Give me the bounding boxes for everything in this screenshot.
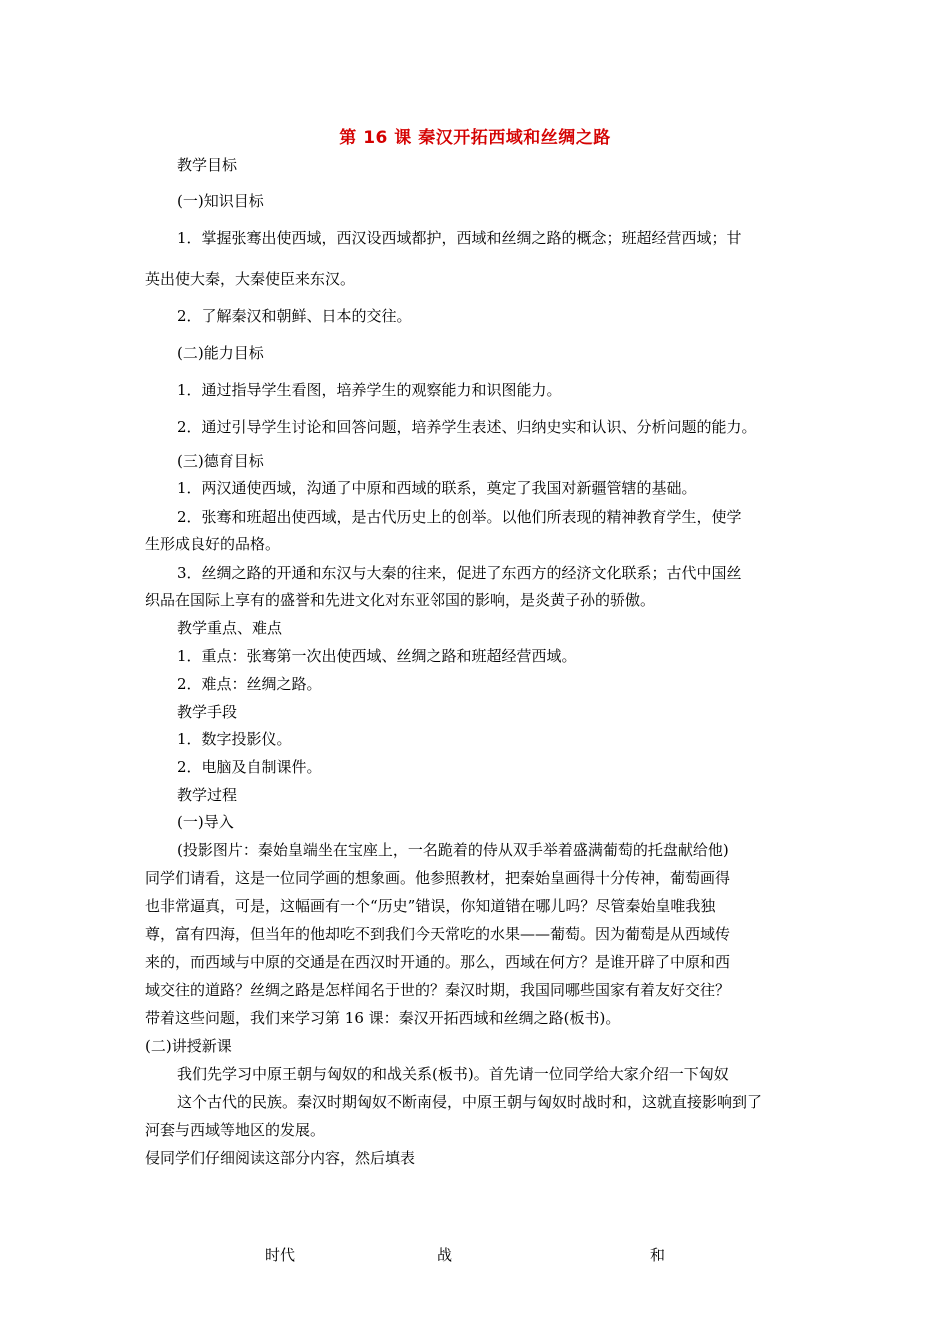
- table-header-era: 时代: [265, 1246, 296, 1264]
- text-line: 织品在国际上享有的盛誉和先进文化对东亚邻国的影响，是炎黄子孙的骄傲。: [145, 591, 656, 609]
- text-line: 这个古代的民族。秦汉时期匈奴不断南侵，中原王朝与匈奴时战时和，这就直接影响到了: [177, 1093, 763, 1111]
- text-line: 1．重点：张骞第一次出使西域、丝绸之路和班超经营西域。: [177, 647, 577, 665]
- table-header-peace: 和: [650, 1246, 666, 1264]
- text-line: 尊，富有四海，但当年的他却吃不到我们今天常吃的水果——葡萄。因为葡萄是从西域传: [145, 925, 731, 943]
- text-line: (投影图片：秦始皇端坐在宝座上，一名跪着的侍从双手举着盛满葡萄的托盘献给他): [177, 841, 729, 859]
- text-line: 来的，而西域与中原的交通是在西汉时开通的。那么，西域在何方？是谁开辟了中原和西: [145, 953, 731, 971]
- text-line: 1．掌握张骞出使西域，西汉设西域都护，西域和丝绸之路的概念；班超经营西域；甘: [177, 229, 742, 247]
- text-line: 1．通过指导学生看图，培养学生的观察能力和识图能力。: [177, 381, 562, 399]
- text-line: (二)讲授新课: [145, 1037, 232, 1055]
- text-line: 我们先学习中原王朝与匈奴的和战关系(板书)。首先请一位同学给大家介绍一下匈奴: [177, 1065, 729, 1083]
- text-line: 2．了解秦汉和朝鲜、日本的交往。: [177, 307, 412, 325]
- text-line: 教学手段: [177, 703, 238, 721]
- text-line: (一)导入: [177, 813, 234, 831]
- text-line: 教学目标: [177, 156, 238, 174]
- text-line: 生形成良好的品格。: [145, 535, 281, 553]
- text-line: (一)知识目标: [177, 192, 264, 210]
- text-line: 2．张骞和班超出使西域，是古代历史上的创举。以他们所表现的精神教育学生，使学: [177, 508, 742, 526]
- text-line: 河套与西域等地区的发展。: [145, 1121, 326, 1139]
- text-line: 2．电脑及自制课件。: [177, 758, 322, 776]
- text-line: 同学们请看，这是一位同学画的想象画。他参照教材，把秦始皇画得十分传神，葡萄画得: [145, 869, 731, 887]
- text-line: 侵同学们仔细阅读这部分内容，然后填表: [145, 1149, 416, 1167]
- lesson-title: 第 16 课 秦汉开拓西域和丝绸之路: [339, 128, 611, 148]
- text-line: 也非常逼真，可是，这幅画有一个“历史”错误，你知道错在哪儿吗？尽管秦始皇唯我独: [145, 897, 716, 915]
- text-line: 教学重点、难点: [177, 619, 283, 637]
- text-line: 带着这些问题，我们来学习第 16 课：秦汉开拓西域和丝绸之路(板书)。: [145, 1009, 621, 1027]
- text-line: 英出使大秦，大秦使臣来东汉。: [145, 270, 356, 288]
- text-line: 2．难点：丝绸之路。: [177, 675, 322, 693]
- text-line: 3．丝绸之路的开通和东汉与大秦的往来，促进了东西方的经济文化联系；古代中国丝: [177, 564, 742, 582]
- text-line: 教学过程: [177, 786, 238, 804]
- text-line: 1．数字投影仪。: [177, 730, 292, 748]
- text-line: (二)能力目标: [177, 344, 264, 362]
- text-line: 1．两汉通使西域，沟通了中原和西域的联系，奠定了我国对新疆管辖的基础。: [177, 479, 697, 497]
- text-line: (三)德育目标: [177, 452, 264, 470]
- text-line: 2．通过引导学生讨论和回答问题，培养学生表述、归纳史实和认识、分析问题的能力。: [177, 418, 757, 436]
- text-line: 域交往的道路？丝绸之路是怎样闻名于世的？秦汉时期，我国同哪些国家有着友好交往？: [145, 981, 731, 999]
- table-header-war: 战: [437, 1246, 453, 1264]
